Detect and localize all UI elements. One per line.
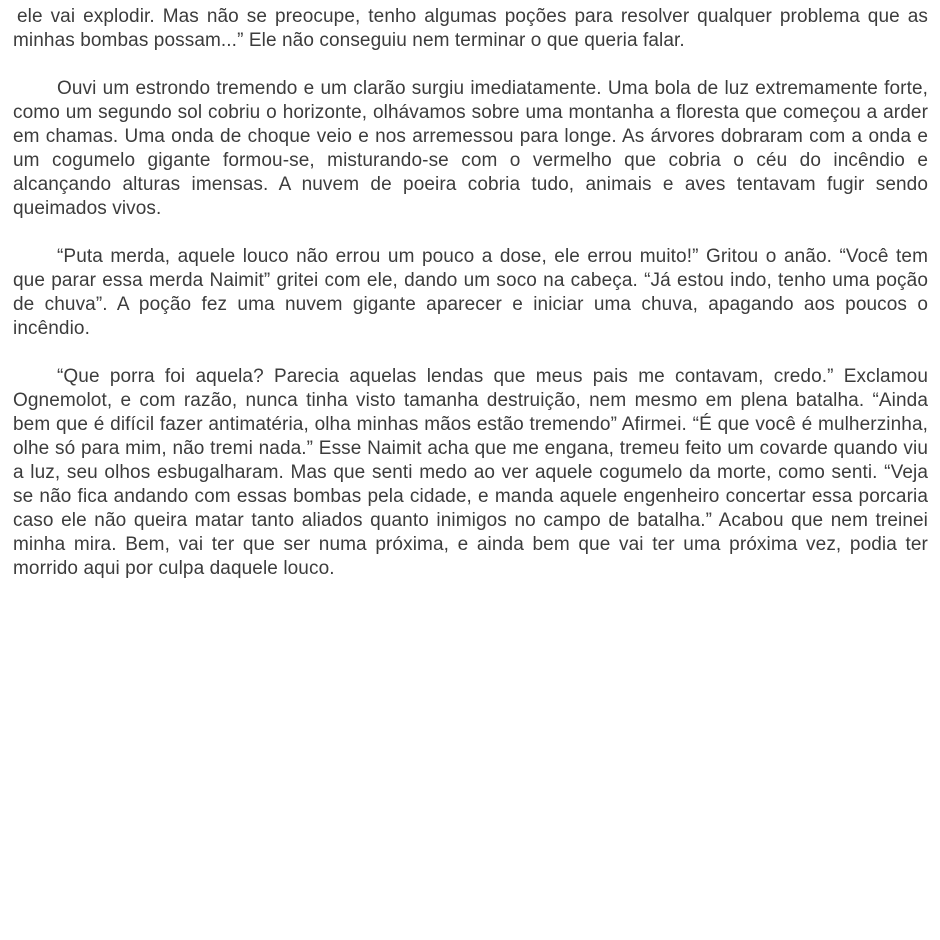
- paragraph-2: Ouvi um estrondo tremendo e um clarão surgiu imediatamente. Uma bola de luz extremamente forte, como um segundo sol cobriu o horizonte, olhávamos sobre uma montanha a floresta que começou a arder em chamas. Uma onda de choque veio e nos arremessou para longe. As árvores dobraram com a onda e um cogumelo gigante formou-se, misturando-se com o vermelho que cobria o céu do incêndio e alcançando alturas imensas. A nuvem de poeira cobria tudo, animais e aves tentavam fugir sendo queimados vivos.: [13, 78, 928, 219]
- paragraph-1: ele vai explodir. Mas não se preocupe, tenho algumas poções para resolver qualquer problema que as minhas bombas possam...” Ele não conseguiu nem terminar o que queria falar.: [13, 6, 928, 51]
- document-body: [13, 5, 928, 581]
- paragraph-3: “Puta merda, aquele louco não errou um pouco a dose, ele errou muito!” Gritou o anão. “Você tem que parar essa merda Naimit” gritei com ele, dando um soco na cabeça. “Já estou indo, tenho uma poção de chuva”. A poção fez uma nuvem gigante aparecer e iniciar uma chuva, apagando aos poucos o incêndio.: [13, 246, 928, 339]
- paragraph-4: “Que porra foi aquela? Parecia aquelas lendas que meus pais me contavam, credo.” Exclamou Ognemolot, e com razão, nunca tinha visto tamanha destruição, nem mesmo em plena batalha. “Ainda bem que é difícil fazer antimatéria, olha minhas mãos estão tremendo” Afirmei. “É que você é mulherzinha, olhe só para mim, não tremi nada.” Esse Naimit acha que me engana, tremeu feito um covarde quando viu a luz, seu olhos esbugalharam. Mas que senti medo ao ver aquele cogumelo da morte, como senti. “Veja se não fica andando com essas bombas pela cidade, e manda aquele engenheiro concertar essa porcaria caso ele não queira matar tanto aliados quanto inimigos no campo de batalha.” Acabou que nem treinei minha mira. Bem, vai ter que ser numa próxima, e ainda bem que vai ter uma próxima vez, podia ter morrido aqui por culpa daquele louco.: [13, 366, 928, 579]
